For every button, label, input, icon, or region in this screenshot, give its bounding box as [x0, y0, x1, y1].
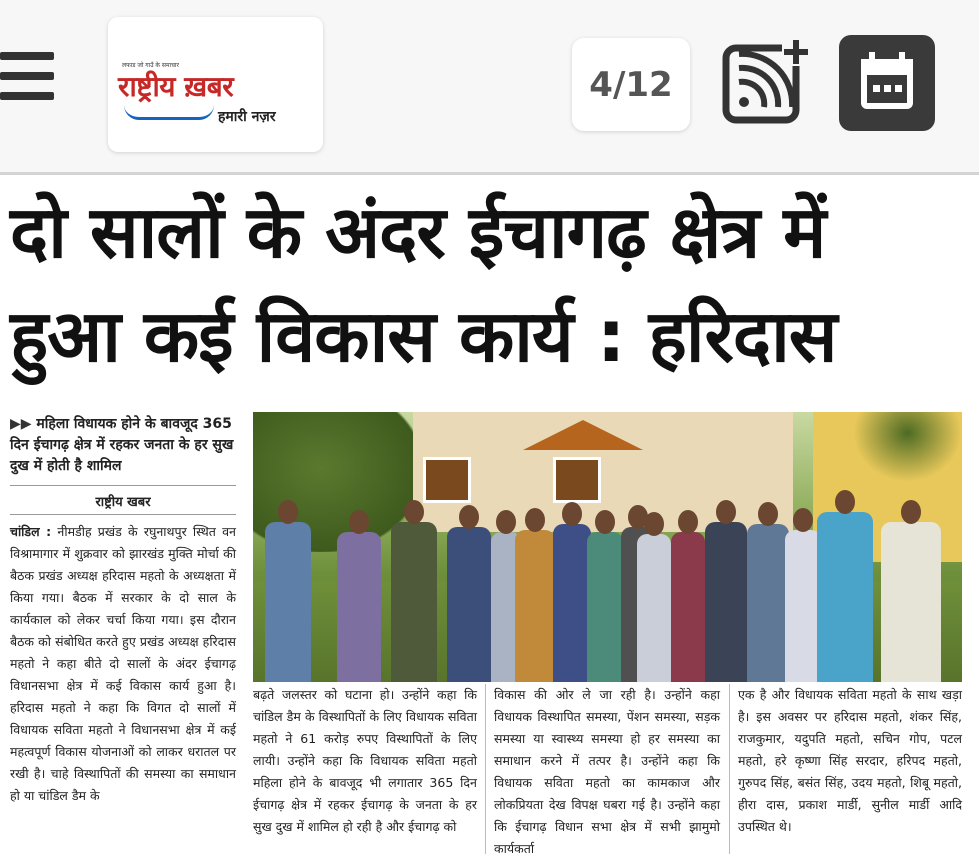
- column-1-text: [10, 521, 236, 807]
- newspaper-clipping[interactable]: [0, 176, 979, 859]
- logo-title: राष्ट्रीय ख़बर: [118, 70, 234, 103]
- article-byline: राष्ट्रीय खबर: [95, 495, 151, 510]
- column-4-text: एक है और विधायक सविता महतो के साथ खड़ा है। इस अवसर पर हरिदास महतो, शंकर सिंह, राजकुमार, यदुपति महतो, सचिन गोप, पटल महतो, हरे कृष्णा सिंह सरदार, हरिपद महतो, गुरुपद सिंह, बसंत सिंह, उदय महतो, शिबू महतो, हीरा दास, प्रकाश मार्डी, सुनील मार्डी आदि उपस्थित थे।: [738, 687, 962, 834]
- deck-text: महिला विधायक होने के बावजूद 365 दिन ईचागढ़ क्षेत्र में रहकर जनता के हर सुख दुख में होती है शामिल: [10, 416, 234, 474]
- logo-tagline: लफाड जो गाउँ के समाचार: [122, 62, 179, 69]
- logo-subtitle: हमारी नज़र: [218, 109, 276, 125]
- calendar-icon: [839, 35, 935, 131]
- article-first-column: [10, 414, 236, 807]
- article-column-3: [494, 684, 720, 860]
- column-2-text: बढ़ते जलस्तर को घटाना हो। उन्होंने कहा कि चांडिल डैम के विस्थापितों के लिए विधायक सविता महतो ने 61 करोड़ रुपए विस्थापितों के लिए लायी। उन्होंने कहा कि विधायक सविता महतो महिला होने के बावजूद भी लगातार 365 दिन ईचागढ़ क्षेत्र में रहकर ईचागढ़ के जनता के हर सुख दुख में शामिल हो रही है और ईचागढ़ को: [253, 687, 477, 834]
- column-3-text: विकास की ओर ले जा रही है। उन्होंने कहा विधायक विस्थापित समस्या, पेंशन समस्या, सड़क समस्या या स्वास्थ्य समस्या हो हर समस्या का समाधान करने में तत्पर है। उन्होंने कहा कि विधायक सविता महतो का कामकाज और लोकप्रियता देख विपक्ष घबरा गई है। उन्होंने कहा कि ईचागढ़ विधान सभा क्षेत्र में सभी झामुमो कार्यकर्ता: [494, 687, 720, 856]
- headline-line-1: दो सालों के अंदर ईचागढ़ क्षेत्र में: [10, 190, 826, 274]
- column-1-body: नीमडीह प्रखंड के रघुनाथपुर स्थित वन विश्रामागार में शुक्रवार को झारखंड मुक्ति मोर्चा की बैठक प्रखंड अध्यक्ष हरिदास महतो के अध्यक्षता में किया गया। बैठक में सरकार के दो साल के कार्यकाल को लेकर चर्चा किया गया। इस दौरान बैठक को संबोधित करते हुए प्रखंड अध्यक्ष हरिदास महतो ने कहा बीते दो सालों के अंदर ईचागढ़ विधानसभा क्षेत्र में कई विकास कार्य हुआ है। हरिदास महतो ने कहा कि विगत दो सालों में विधायक सविता महतो ने विधानसभा क्षेत्र में कई महत्वपूर्ण विकास योजनाओं को लाकर धरातल पर रखी है। चाहे विस्थापितों की समस्या का समाधान हो या चांडिल डैम के: [10, 524, 236, 803]
- page-counter[interactable]: 4/12: [572, 38, 690, 131]
- rss-add-icon[interactable]: [722, 38, 810, 126]
- app-bar: [0, 0, 979, 175]
- calendar-button[interactable]: [839, 35, 935, 131]
- article-column-4: [738, 684, 962, 838]
- group-photo: [253, 412, 962, 682]
- logo-swoosh: [124, 105, 214, 120]
- article-column-2: [253, 684, 477, 838]
- article-deck: [10, 414, 236, 477]
- hamburger-menu-icon[interactable]: [0, 52, 54, 100]
- publication-logo[interactable]: [108, 17, 323, 152]
- double-arrow-icon: ▶▶: [10, 416, 37, 432]
- headline-line-2: हुआ कई विकास कार्य : हरिदास: [10, 294, 837, 378]
- dateline: चांडिल :: [10, 524, 52, 539]
